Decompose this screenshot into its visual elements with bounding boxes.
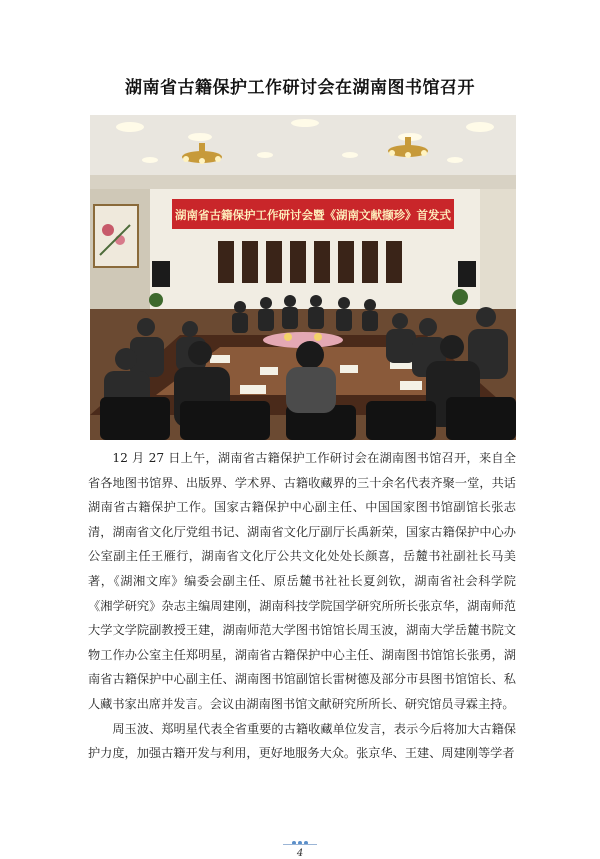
page-number: 4: [296, 848, 304, 859]
footer-dots-icon: [291, 830, 309, 836]
page-title: 湖南省古籍保护工作研讨会在湖南图书馆召开: [125, 78, 475, 98]
conference-photo: [90, 115, 516, 440]
paragraph-1: 12 月 27 日上午，湖南省古籍保护工作研讨会在湖南图书馆召开，来自全省各地图书馆界、出版界、学术界、古籍收藏界的三十余名代表齐聚一堂，共话湖南省古籍保护工作。国家古籍保护中心副主任、中国国家图书馆副馆长张志清，湖南省文化厅党组书记、湖南省文化厅副厅长禹新荣，国家古籍保护中心办公室副主任王雁行，湖南省文化厅公共文化处处长颜喜，岳麓书社副社长马美著，《湖湘文库》编委会副主任、原岳麓书社社长夏剑钦，湖南省社会科学院《湘学研究》杂志主编周建刚，湖南科技学院国学研究所所长张京华，湖南师范大学文学院副教授王建，湖南师范大学图书馆馆长周玉波，湖南大学岳麓书院文物工作办公室主任郑明星，湖南省古籍保护中心主任、湖南图书馆馆长张勇，湖南省古籍保护中心副主任、湖南图书馆副馆长雷树德及部分市县图书馆馆长、私人藏书家出席并发言。会议由湖南图书馆文献研究所所长、研究馆员寻霖主持。: [88, 451, 516, 711]
footer-divider: [283, 844, 317, 845]
paragraph-2: 周玉波、郑明星代表全省重要的古籍收藏单位发言，表示今后将加大古籍保护力度，加强古籍开发与利用，更好地服务大众。张京华、王建、周建刚等学者: [88, 721, 516, 761]
banner-text: 湖南省古籍保护工作研讨会暨《湖南文献撷珍》首发式: [175, 208, 451, 222]
article-body: [88, 446, 516, 766]
